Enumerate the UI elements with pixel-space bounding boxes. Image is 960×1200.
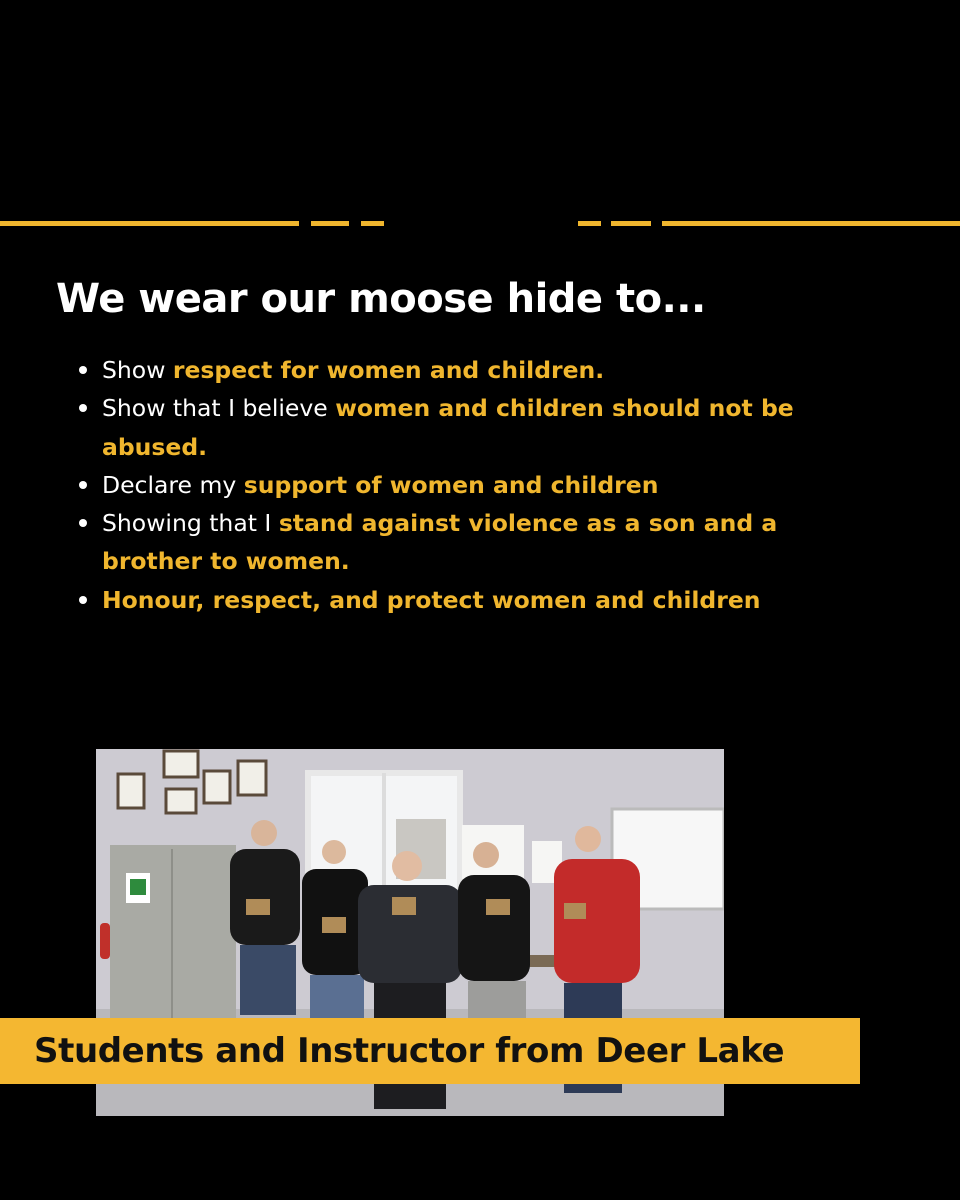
decorative-dash xyxy=(578,221,601,226)
caption-text: Students and Instructor from Deer Lake xyxy=(34,1031,785,1071)
decorative-dash xyxy=(611,221,651,226)
decorative-rule-right xyxy=(662,221,960,226)
list-item xyxy=(56,581,816,619)
decorative-rule-left xyxy=(0,221,299,226)
reason-text: Declare my xyxy=(102,470,244,499)
reason-text: Show xyxy=(102,356,173,384)
caption-banner xyxy=(0,1018,860,1084)
reason-text: Show that I believe xyxy=(102,394,336,423)
list-item xyxy=(56,351,816,389)
list-item xyxy=(56,466,816,504)
list-item xyxy=(56,389,816,466)
list-item xyxy=(56,504,816,581)
reason-highlight: respect for women and children. xyxy=(172,356,605,384)
decorative-dash xyxy=(311,221,349,226)
reason-text: Showing that I xyxy=(102,509,279,538)
decorative-dash xyxy=(361,221,384,226)
page-heading: We wear our moose hide to... xyxy=(56,276,706,322)
reasons-list xyxy=(56,351,816,619)
reason-highlight: Honour, respect, and protect women and children xyxy=(102,585,761,614)
reason-highlight: women and children should not be abused. xyxy=(102,394,794,461)
reason-highlight: stand against violence as a son and a brother to women. xyxy=(102,509,778,576)
reason-highlight: support of women and children xyxy=(243,470,659,499)
